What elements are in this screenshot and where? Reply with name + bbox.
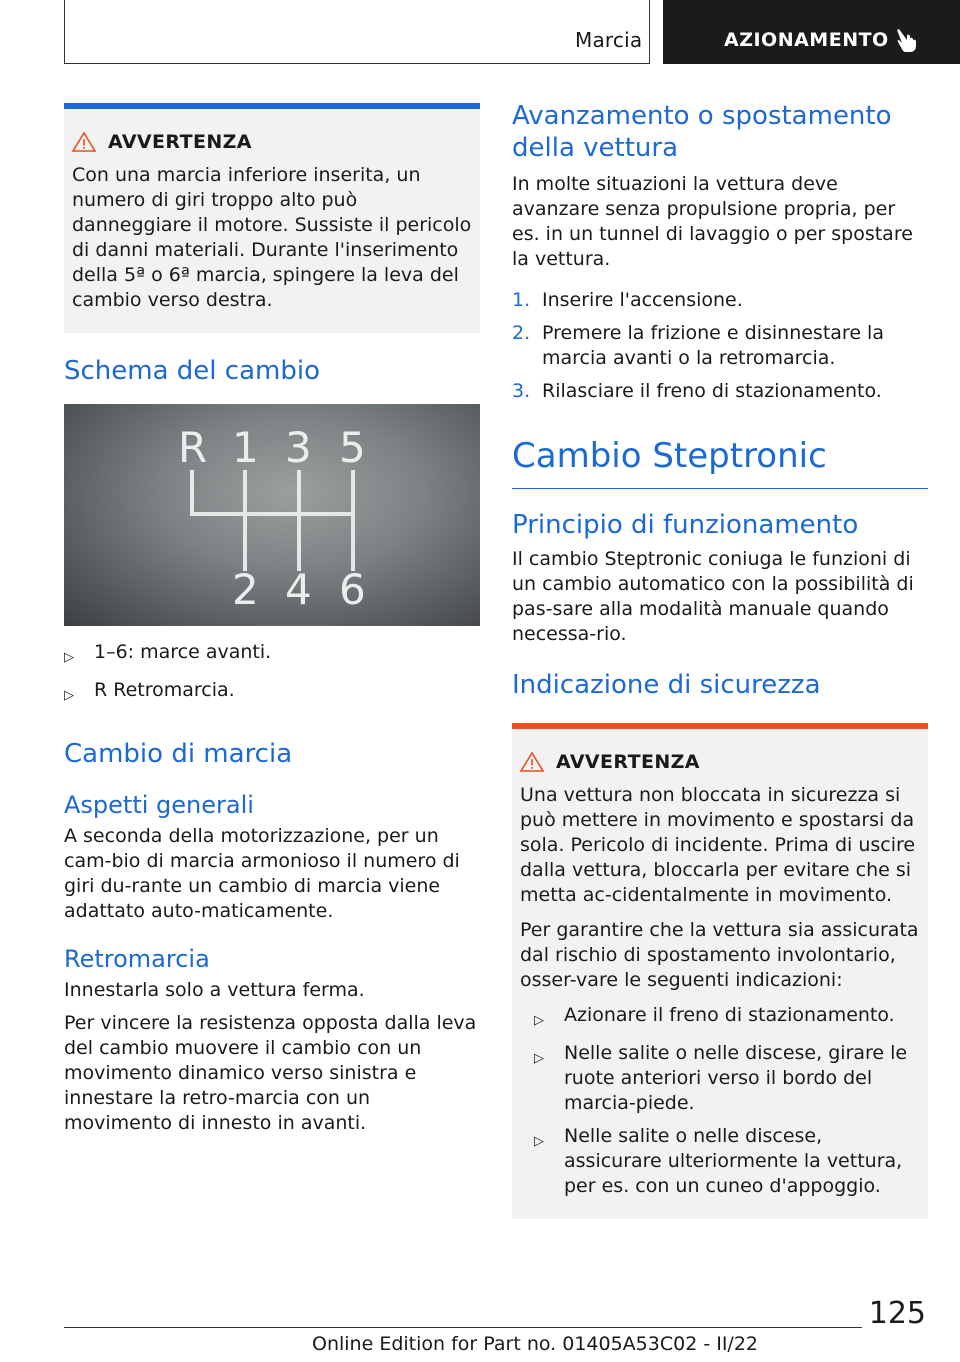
avanzamento-paragraph: In molte situazioni la vettura deve avanzare senza propulsione propria, per es. in un tunnel di lavaggio o per spostare la vettura.	[512, 173, 913, 270]
cambio-heading: Cambio di marcia	[64, 739, 293, 769]
warning-box-gear	[64, 103, 480, 333]
bullet-triangle-icon: ▷	[534, 1013, 544, 1028]
footer-edition: Online Edition for Part no. 01405A53C02 - II/22	[312, 1333, 759, 1355]
gear-label-4: 4	[285, 565, 312, 614]
warning-title: AVVERTENZA	[108, 131, 252, 153]
hand-pointer-icon	[894, 26, 920, 54]
retro-paragraph-2: Per vincere la resistenza opposta dalla leva del cambio muovere il cambio con un movimento dinamico verso sinistra e innestare la retro-marcia con un movimento di innesto in avanti.	[64, 1012, 477, 1134]
right-column	[512, 100, 928, 1219]
bullet-triangle-icon: ▷	[534, 1134, 544, 1149]
bullet-triangle-icon: ▷	[64, 650, 74, 665]
gear-label-3: 3	[285, 423, 312, 472]
schema-heading: Schema del cambio	[64, 356, 320, 386]
aspetti-paragraph: A seconda della motorizzazione, per un cam-bio di marcia armonioso il numero di giri du-rante un cambio di marcia viene adattato auto-maticamente.	[64, 825, 460, 922]
gear-label-6: 6	[339, 565, 366, 614]
gear-label-5: 5	[339, 423, 366, 472]
warning-title: AVVERTENZA	[556, 751, 700, 773]
list-item: ▷ Nelle salite o nelle discese, assicurare ulteriormente la vettura, per es. con un cuneo d'appoggio.	[534, 1125, 903, 1197]
warning-box-safety	[512, 723, 928, 1219]
retro-heading: Retromarcia	[64, 945, 210, 973]
list-item: 1. Inserire l'accensione.	[512, 289, 743, 311]
list-item: 3. Rilasciare il freno di stazionamento.	[512, 380, 882, 402]
list-item: ▷ R Retromarcia.	[64, 678, 480, 708]
list-item: ▷ 1–6: marce avanti.	[64, 640, 480, 670]
warning-text: Per garantire che la vettura sia assicurata dal rischio di spostamento involontario, osser-vare le seguenti indicazioni:	[520, 919, 919, 991]
footer-rule	[64, 1327, 862, 1328]
bullet-triangle-icon: ▷	[64, 688, 74, 703]
header-chapter-title: AZIONAMENTO	[724, 29, 889, 51]
header-separator	[649, 0, 650, 64]
header-section-title: Marcia	[575, 28, 643, 52]
avanzamento-heading: Avanzamento o spostamento della vettura	[512, 101, 892, 163]
list-item: 2. Premere la frizione e disinnestare la marcia avanti o la retromarcia.	[512, 322, 884, 369]
list-item: ▷ Azionare il freno di stazionamento.	[534, 1003, 920, 1033]
list-item: ▷ Nelle salite o nelle discese, girare le ruote anteriori verso il bordo del marcia-piede.	[534, 1042, 908, 1114]
steptronic-heading: Cambio Steptronic	[512, 436, 827, 476]
gear-label-2: 2	[232, 565, 259, 614]
warning-triangle-icon	[72, 132, 96, 152]
warning-text: Con una marcia inferiore inserita, un numero di giri troppo alto può danneggiare il motore. Sussiste il pericolo di danni materiali. Durante l'inserimento della 5ª o 6ª marcia, spingere la leva del cambio verso destra.	[72, 164, 472, 311]
gear-label-1: 1	[232, 423, 259, 472]
left-column	[64, 103, 480, 1136]
gear-shift-pattern-image	[64, 404, 480, 626]
principio-paragraph: Il cambio Steptronic coniuga le funzioni di un cambio automatico con la possibilità di pas-sare alla modalità manuale quando necessa-rio.	[512, 548, 914, 645]
page-number: 125	[868, 1296, 926, 1331]
heading-underline	[512, 488, 928, 489]
retro-paragraph-1: Innestarla solo a vettura ferma.	[64, 979, 365, 1001]
principio-heading: Principio di funzionamento	[512, 510, 859, 540]
sicurezza-heading: Indicazione di sicurezza	[512, 670, 821, 700]
bullet-triangle-icon: ▷	[534, 1051, 544, 1066]
warning-triangle-icon	[520, 752, 544, 772]
aspetti-heading: Aspetti generali	[64, 791, 254, 819]
header-bottom-rule	[64, 63, 650, 64]
warning-text: Una vettura non bloccata in sicurezza si può mettere in movimento e spostarsi da sola. Pericolo di incidente. Prima di uscire dalla vettura, bloccarla per evitare che si metta ac-cidentalmente in movimento.	[520, 784, 916, 906]
header-left-rule	[64, 0, 65, 64]
gear-label-r: R	[178, 423, 208, 472]
